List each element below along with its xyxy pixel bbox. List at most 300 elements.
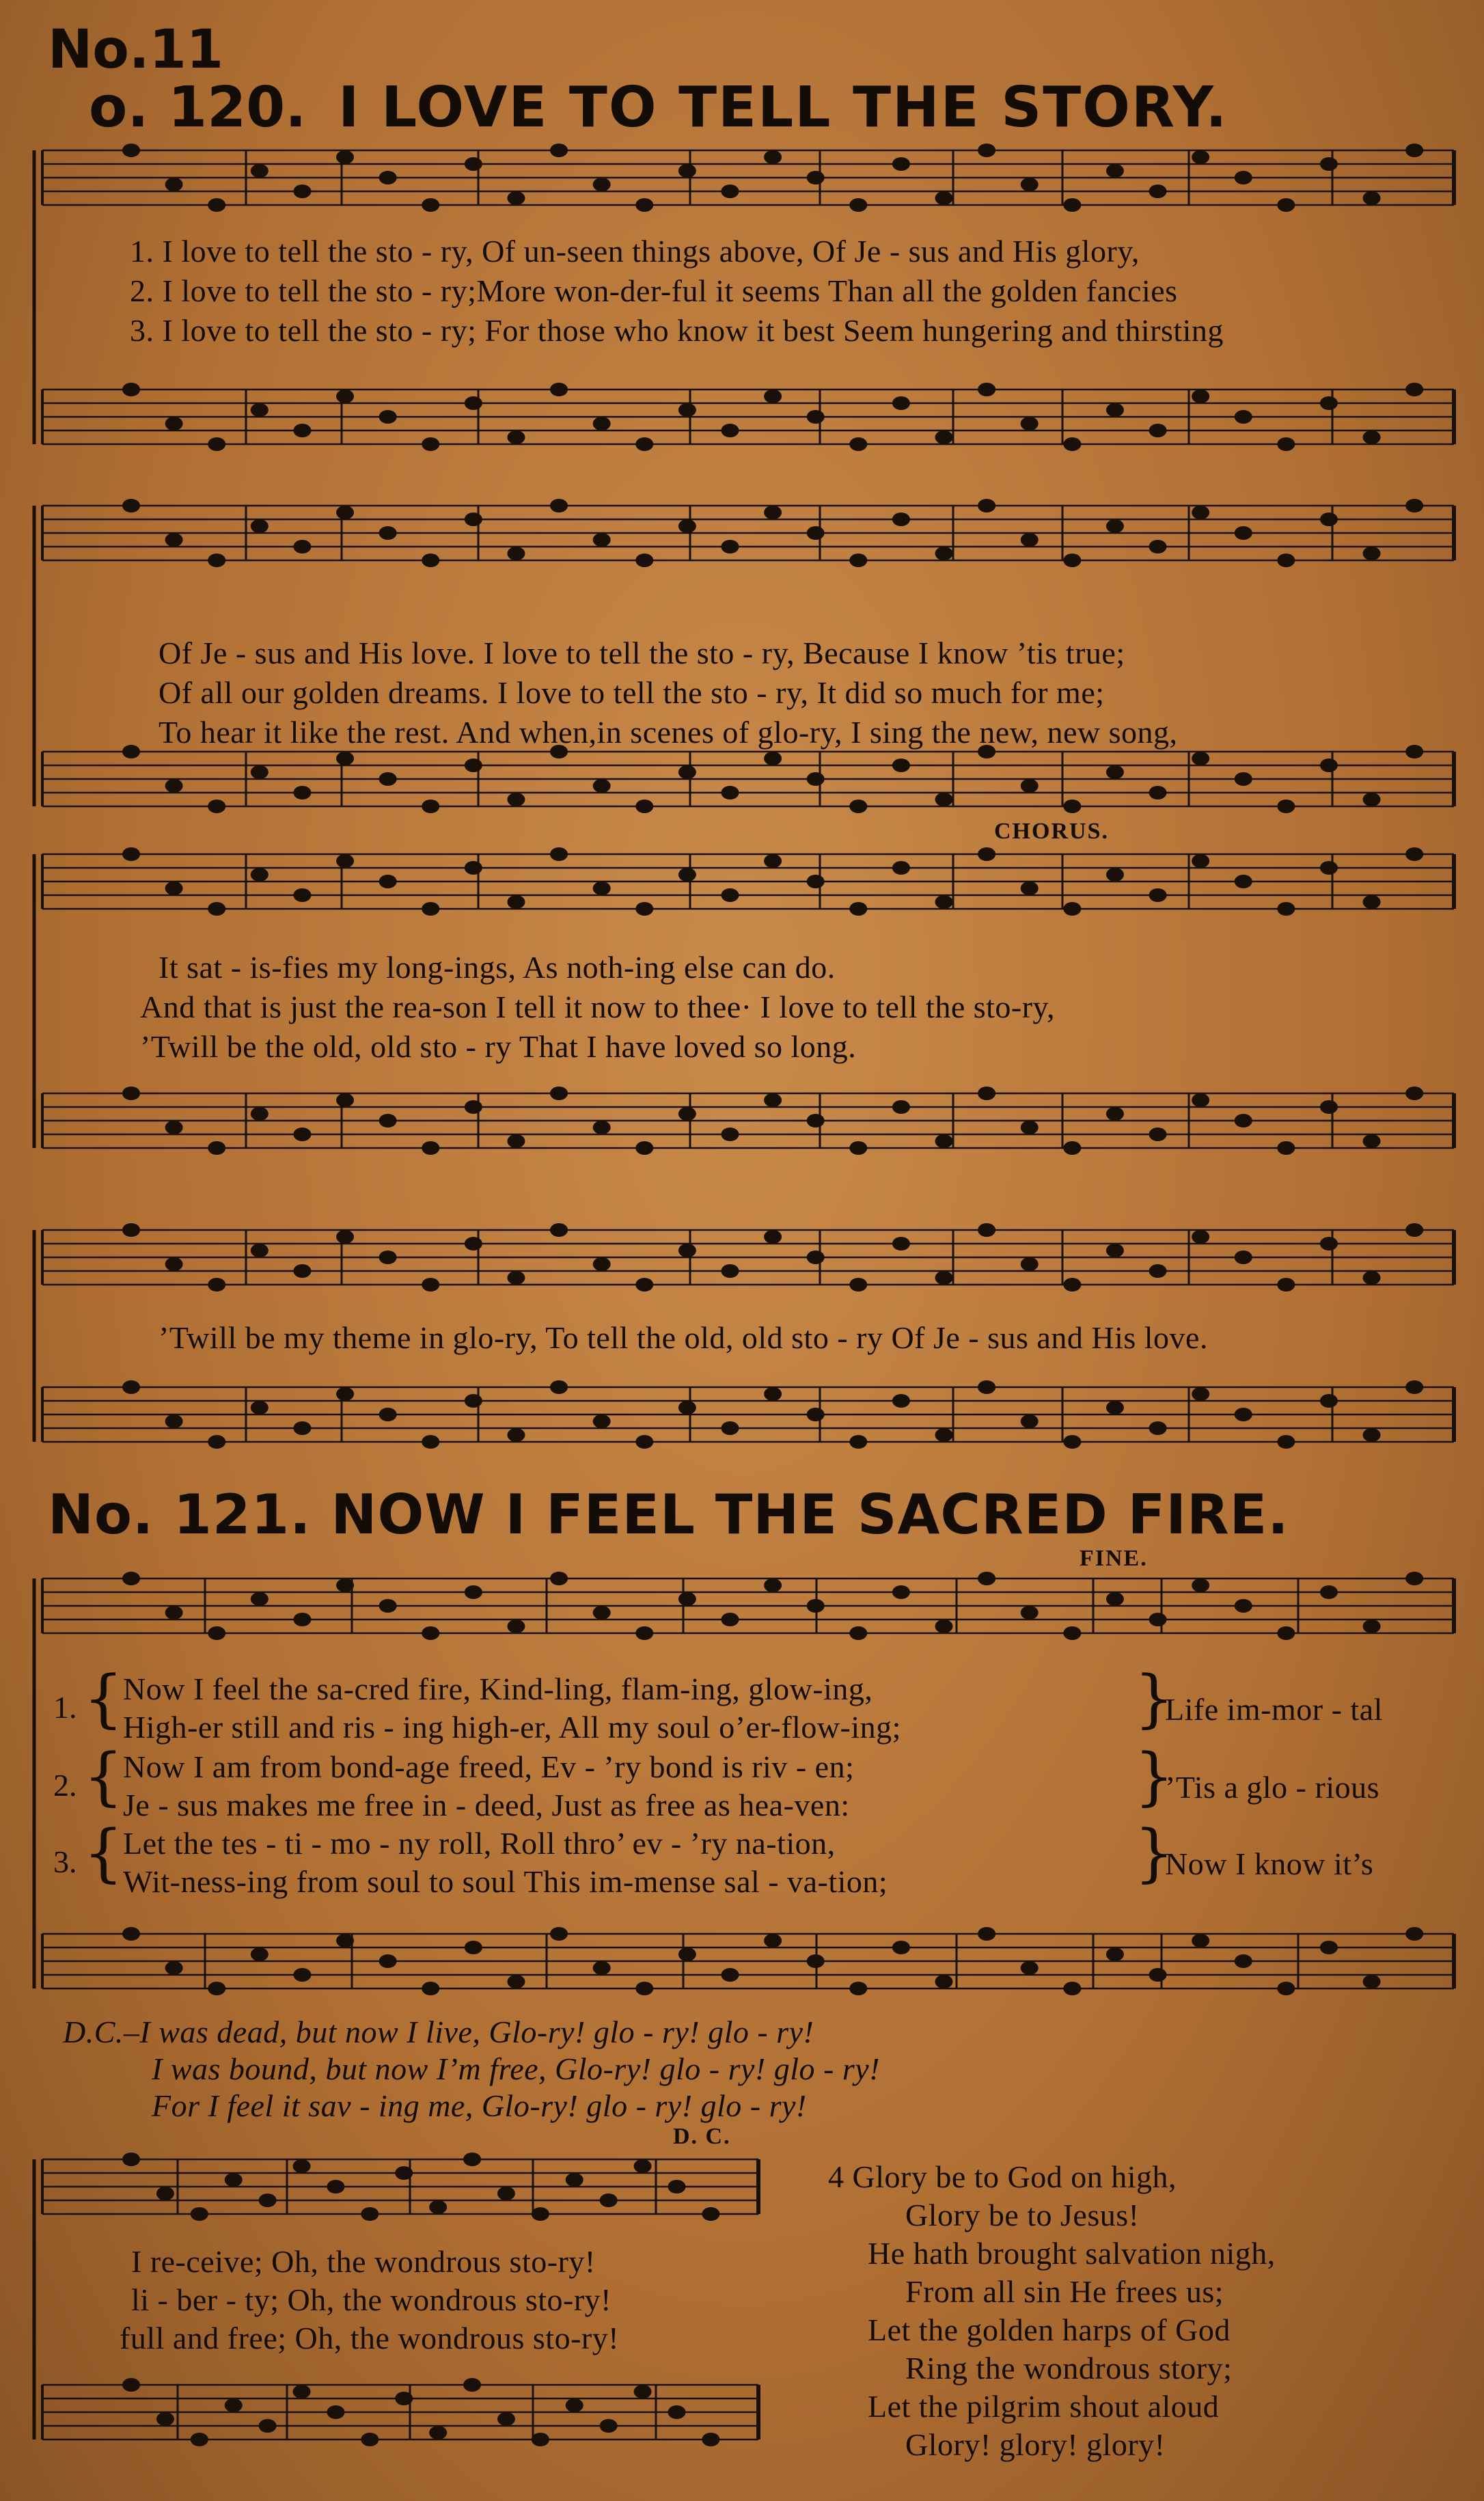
note-head [764, 1934, 782, 1948]
note-head [1192, 1093, 1209, 1107]
note-head [208, 800, 225, 813]
note-head [978, 1086, 995, 1100]
note-head [892, 1394, 910, 1408]
note-head [259, 2194, 277, 2207]
note-head [635, 1278, 653, 1292]
note-head [122, 1380, 140, 1394]
note-head [465, 157, 482, 171]
note-head [293, 2385, 311, 2398]
note-head [978, 383, 995, 396]
note-head [1277, 902, 1295, 916]
note-head [497, 2412, 515, 2426]
note-head [165, 178, 183, 191]
note-head [336, 390, 354, 403]
note-head [191, 2207, 208, 2221]
note-head [208, 1141, 225, 1155]
note-head [1063, 554, 1081, 567]
note-head [293, 1613, 311, 1626]
note-head [1106, 403, 1124, 417]
note-head [593, 1961, 611, 1975]
note-head [1192, 1387, 1209, 1401]
note-head [1149, 786, 1167, 800]
note-head [721, 1421, 739, 1435]
note-head [635, 1982, 653, 1995]
note-head [1192, 854, 1209, 868]
note-head [1235, 171, 1252, 184]
note-head [721, 1128, 739, 1141]
note-head [635, 437, 653, 451]
note-head [935, 1620, 953, 1633]
note-head [550, 1927, 568, 1941]
dc-line-1: D.C.–I was dead, but now I live, Glo-ry! glo - ry! glo - ry! [63, 2014, 814, 2049]
note-head [293, 2159, 311, 2173]
note-head [379, 526, 397, 540]
note-head [935, 1134, 953, 1148]
note-head [1021, 779, 1039, 793]
note-head [1021, 1414, 1039, 1428]
note-head [156, 2187, 174, 2200]
note-head [497, 2187, 515, 2200]
note-head [678, 1948, 696, 1961]
note-head [1405, 745, 1423, 758]
note-head [156, 2412, 174, 2426]
note-head [721, 424, 739, 437]
note-head [1363, 793, 1381, 806]
note-head [251, 164, 269, 178]
note-head [465, 396, 482, 410]
note-head [566, 2173, 583, 2187]
note-head [721, 1968, 739, 1982]
note-head [208, 1982, 225, 1995]
note-head [293, 540, 311, 554]
note-head [165, 1961, 183, 1975]
note-head [251, 1244, 269, 1257]
verse-1-brace-right: } [1134, 1662, 1174, 1735]
note-head [550, 1223, 568, 1237]
note-head [1235, 1408, 1252, 1421]
note-head [593, 882, 611, 895]
note-head [849, 198, 867, 212]
note-head [251, 1948, 269, 1961]
note-head [1106, 868, 1124, 882]
note-head [593, 417, 611, 430]
note-head [122, 1086, 140, 1100]
note-head [122, 2378, 140, 2392]
note-head [1235, 1250, 1252, 1264]
note-head [764, 1578, 782, 1592]
note-head [422, 1141, 439, 1155]
note-head [678, 868, 696, 882]
page-header: No.11 [48, 19, 224, 81]
note-head [1106, 1948, 1124, 1961]
note-head [532, 2207, 549, 2221]
h120-s4-lyric: ’Twill be my theme in glo-ry, To tell the old, old sto - ry Of Je - sus and His love. [159, 1320, 1208, 1355]
note-head [550, 499, 568, 512]
note-head [678, 1401, 696, 1414]
note-head [935, 793, 953, 806]
note-head [429, 2200, 447, 2214]
note-head [465, 1394, 482, 1408]
note-head [507, 191, 525, 205]
note-head [165, 533, 183, 547]
note-head [849, 1141, 867, 1155]
h121-v3-line1: Let the tes - ti - mo - ny roll, Roll thro’ ev - ’ry na-tion, [123, 1826, 836, 1861]
h120-s2-verse3: To hear it like the rest. And when,in scenes of glo-ry, I sing the new, new song, [159, 715, 1178, 750]
note-head [208, 437, 225, 451]
note-head [465, 758, 482, 772]
note-head [764, 1093, 782, 1107]
note-head [208, 902, 225, 916]
note-head [251, 1401, 269, 1414]
note-head [361, 2433, 379, 2446]
note-head [465, 1941, 482, 1954]
note-head [1063, 1435, 1081, 1449]
note-head [165, 1257, 183, 1271]
note-head [1277, 1435, 1295, 1449]
note-head [1320, 861, 1338, 875]
note-head [892, 396, 910, 410]
note-head [1277, 198, 1295, 212]
note-head [379, 1114, 397, 1128]
note-head [635, 198, 653, 212]
note-head [550, 144, 568, 157]
note-head [721, 184, 739, 198]
note-head [336, 150, 354, 164]
note-head [1106, 765, 1124, 779]
note-head [635, 1626, 653, 1640]
note-head [293, 1264, 311, 1278]
note-head [379, 410, 397, 424]
note-head [1320, 1394, 1338, 1408]
note-head [1021, 1961, 1039, 1975]
note-head [1405, 847, 1423, 861]
note-head [251, 868, 269, 882]
note-head [251, 1592, 269, 1606]
verse4-line-8: Glory! glory! glory! [905, 2427, 1166, 2462]
note-head [1235, 1954, 1252, 1968]
verse4-line-5: Let the golden harps of God [868, 2312, 1231, 2347]
note-head [550, 383, 568, 396]
refrain-line-3: full and free; Oh, the wondrous sto-ry! [120, 2321, 620, 2355]
note-head [465, 861, 482, 875]
note-head [429, 2426, 447, 2440]
note-head [1063, 1626, 1081, 1640]
note-head [1405, 144, 1423, 157]
hymn-121-title: No. 121. NOW I FEEL THE SACRED FIRE. [48, 1483, 1289, 1546]
note-head [1192, 150, 1209, 164]
verse-3-brace-left: { [83, 1816, 124, 1889]
note-head [807, 875, 825, 888]
note-head [122, 1927, 140, 1941]
note-head [1063, 902, 1081, 916]
note-head [849, 800, 867, 813]
note-head [892, 512, 910, 526]
note-head [978, 1380, 995, 1394]
note-head [336, 1093, 354, 1107]
note-head [1106, 519, 1124, 533]
note-head [251, 1107, 269, 1121]
h120-s3-verse1: It sat - is-fies my long-ings, As noth-ing else can do. [159, 950, 836, 985]
note-head [764, 390, 782, 403]
verse4-line-7: Let the pilgrim shout aloud [868, 2389, 1220, 2424]
note-head [668, 2405, 685, 2419]
h121-v3-line2: Wit-ness-ing from soul to soul This im-mense sal - va-tion; [123, 1864, 888, 1899]
note-head [1192, 1934, 1209, 1948]
note-head [208, 1626, 225, 1640]
h121-v2-line2: Je - sus makes me free in - deed, Just as free as hea-ven: [123, 1788, 850, 1822]
note-head [1063, 1141, 1081, 1155]
note-head [165, 779, 183, 793]
note-head [978, 1927, 995, 1941]
note-head [422, 1435, 439, 1449]
note-head [1021, 882, 1039, 895]
note-head [1405, 1223, 1423, 1237]
hymn-120-number: o. 120. [89, 75, 307, 140]
note-head [422, 437, 439, 451]
note-head [122, 1223, 140, 1237]
note-head [463, 2152, 481, 2166]
note-head [935, 430, 953, 444]
note-head [507, 793, 525, 806]
note-head [1405, 1572, 1423, 1585]
note-head [849, 1982, 867, 1995]
note-head [122, 499, 140, 512]
h120-s1-verse2: 2. I love to tell the sto - ry;More won-der-ful it seems Than all the golden fancies [130, 273, 1178, 308]
note-head [764, 1387, 782, 1401]
note-head [361, 2207, 379, 2221]
note-head [1149, 888, 1167, 902]
note-head [208, 198, 225, 212]
note-head [635, 800, 653, 813]
verse4-line-2: Glory be to Jesus! [905, 2198, 1140, 2232]
note-head [1192, 752, 1209, 765]
note-head [807, 1599, 825, 1613]
note-head [225, 2173, 243, 2187]
note-head [1021, 1121, 1039, 1134]
note-head [422, 1982, 439, 1995]
note-head [379, 1599, 397, 1613]
note-head [395, 2166, 413, 2180]
note-head [721, 1264, 739, 1278]
note-head [1405, 1927, 1423, 1941]
note-head [593, 533, 611, 547]
note-head [259, 2419, 277, 2433]
note-head [208, 1435, 225, 1449]
note-head [122, 383, 140, 396]
verse4-line-3: He hath brought salvation nigh, [868, 2236, 1276, 2271]
h121-v2-line1: Now I am from bond-age freed, Ev - ’ry bond is riv - en; [123, 1749, 855, 1784]
note-head [1320, 1100, 1338, 1114]
note-head [122, 1572, 140, 1585]
note-head [1149, 1968, 1167, 1982]
note-head [165, 882, 183, 895]
note-head [293, 1968, 311, 1982]
note-head [807, 1408, 825, 1421]
fine-label: FINE. [1080, 1546, 1148, 1571]
note-head [892, 861, 910, 875]
note-head [293, 184, 311, 198]
note-head [165, 1121, 183, 1134]
note-head [251, 519, 269, 533]
note-head [122, 847, 140, 861]
note-head [1106, 1592, 1124, 1606]
note-head [1021, 1606, 1039, 1620]
note-head [849, 1278, 867, 1292]
note-head [379, 1954, 397, 1968]
note-head [208, 1278, 225, 1292]
dc-line-3: For I feel it sav - ing me, Glo-ry! glo - ry! glo - ry! [152, 2088, 807, 2123]
note-head [702, 2207, 719, 2221]
note-head [465, 1585, 482, 1599]
note-head [1320, 157, 1338, 171]
note-head [935, 191, 953, 205]
note-head [1063, 1278, 1081, 1292]
note-head [764, 1230, 782, 1244]
h121-v1-line2: High-er still and ris - ing high-er, All my soul o’er-flow-ing; [123, 1710, 901, 1745]
note-head [764, 854, 782, 868]
note-head [892, 1941, 910, 1954]
note-head [678, 519, 696, 533]
note-head [935, 1271, 953, 1285]
note-head [422, 1626, 439, 1640]
note-head [807, 1114, 825, 1128]
note-head [1320, 1585, 1338, 1599]
verse4-line-6: Ring the wondrous story; [905, 2351, 1233, 2386]
note-head [550, 1086, 568, 1100]
note-head [1021, 533, 1039, 547]
note-head [1149, 1264, 1167, 1278]
note-head [395, 2392, 413, 2405]
note-head [935, 1428, 953, 1442]
verse-3-brace-right: } [1134, 1816, 1174, 1889]
note-head [327, 2180, 344, 2194]
note-head [678, 1244, 696, 1257]
note-head [251, 765, 269, 779]
note-head [635, 1435, 653, 1449]
note-head [892, 758, 910, 772]
note-head [1277, 1982, 1295, 1995]
note-head [422, 554, 439, 567]
note-head [550, 847, 568, 861]
note-head [1277, 554, 1295, 567]
note-head [1192, 1578, 1209, 1592]
note-head [892, 1237, 910, 1250]
note-head [1277, 437, 1295, 451]
note-head [593, 1606, 611, 1620]
note-head [978, 847, 995, 861]
note-head [1405, 383, 1423, 396]
verse-3-number: 3. [53, 1844, 77, 1879]
note-head [593, 1257, 611, 1271]
note-head [1320, 512, 1338, 526]
h120-s1-verse3: 3. I love to tell the sto - ry; For those who know it best Seem hungering and thirsting [130, 313, 1224, 348]
note-head [422, 198, 439, 212]
note-head [1063, 800, 1081, 813]
refrain-line-1: I re-ceive; Oh, the wondrous sto-ry! [131, 2244, 596, 2279]
note-head [593, 178, 611, 191]
note-head [379, 772, 397, 786]
h121-v1-line1: Now I feel the sa-cred fire, Kind-ling, flam-ing, glow-ing, [123, 1671, 873, 1706]
note-head [849, 1626, 867, 1640]
note-head [465, 1100, 482, 1114]
note-head [1106, 1244, 1124, 1257]
note-head [1277, 1278, 1295, 1292]
note-head [550, 1380, 568, 1394]
note-head [1363, 895, 1381, 909]
note-head [507, 430, 525, 444]
note-head [892, 1585, 910, 1599]
note-head [1320, 396, 1338, 410]
note-head [532, 2433, 549, 2446]
note-head [1192, 1230, 1209, 1244]
note-head [293, 786, 311, 800]
h120-s2-verse1: Of Je - sus and His love. I love to tell the sto - ry, Because I know ’tis true; [159, 636, 1125, 670]
note-head [507, 547, 525, 560]
note-head [1063, 1982, 1081, 1995]
note-head [293, 1421, 311, 1435]
note-head [935, 547, 953, 560]
verse-2-brace-right: } [1134, 1740, 1174, 1813]
note-head [165, 1606, 183, 1620]
note-head [1405, 1086, 1423, 1100]
note-head [422, 902, 439, 916]
note-head [1149, 1128, 1167, 1141]
note-head [1363, 1428, 1381, 1442]
note-head [327, 2405, 344, 2419]
refrain-line-2: li - ber - ty; Oh, the wondrous sto-ry! [131, 2282, 612, 2317]
note-head [550, 1572, 568, 1585]
note-head [634, 2385, 652, 2398]
note-head [566, 2398, 583, 2412]
note-head [593, 779, 611, 793]
note-head [1192, 506, 1209, 519]
note-head [807, 171, 825, 184]
note-head [379, 1250, 397, 1264]
note-head [721, 1613, 739, 1626]
note-head [807, 772, 825, 786]
note-head [507, 1134, 525, 1148]
note-head [593, 1121, 611, 1134]
note-head [122, 144, 140, 157]
note-head [465, 1237, 482, 1250]
note-head [336, 506, 354, 519]
note-head [978, 1572, 995, 1585]
verse-2-brace-left: { [83, 1740, 124, 1813]
hymn-120-title: I LOVE TO TELL THE STORY. [338, 75, 1228, 140]
note-head [1363, 1620, 1381, 1633]
note-head [1320, 758, 1338, 772]
note-head [507, 1271, 525, 1285]
note-head [978, 144, 995, 157]
note-head [165, 1414, 183, 1428]
h121-v2-tail: ’Tis a glo - rious [1165, 1770, 1379, 1805]
note-head [1149, 424, 1167, 437]
h121-v1-tail: Life im-mor - tal [1165, 1692, 1383, 1727]
note-head [1363, 191, 1381, 205]
note-head [507, 1620, 525, 1633]
note-head [1363, 1271, 1381, 1285]
note-head [1149, 1421, 1167, 1435]
h121-v3-tail: Now I know it’s [1165, 1846, 1374, 1881]
note-head [1021, 417, 1039, 430]
note-head [465, 512, 482, 526]
h120-s3-verse3: ’Twill be the old, old sto - ry That I have loved so long. [140, 1029, 857, 1064]
note-head [1192, 390, 1209, 403]
note-head [1106, 164, 1124, 178]
note-head [336, 1230, 354, 1244]
note-head [1363, 547, 1381, 560]
note-head [849, 1435, 867, 1449]
